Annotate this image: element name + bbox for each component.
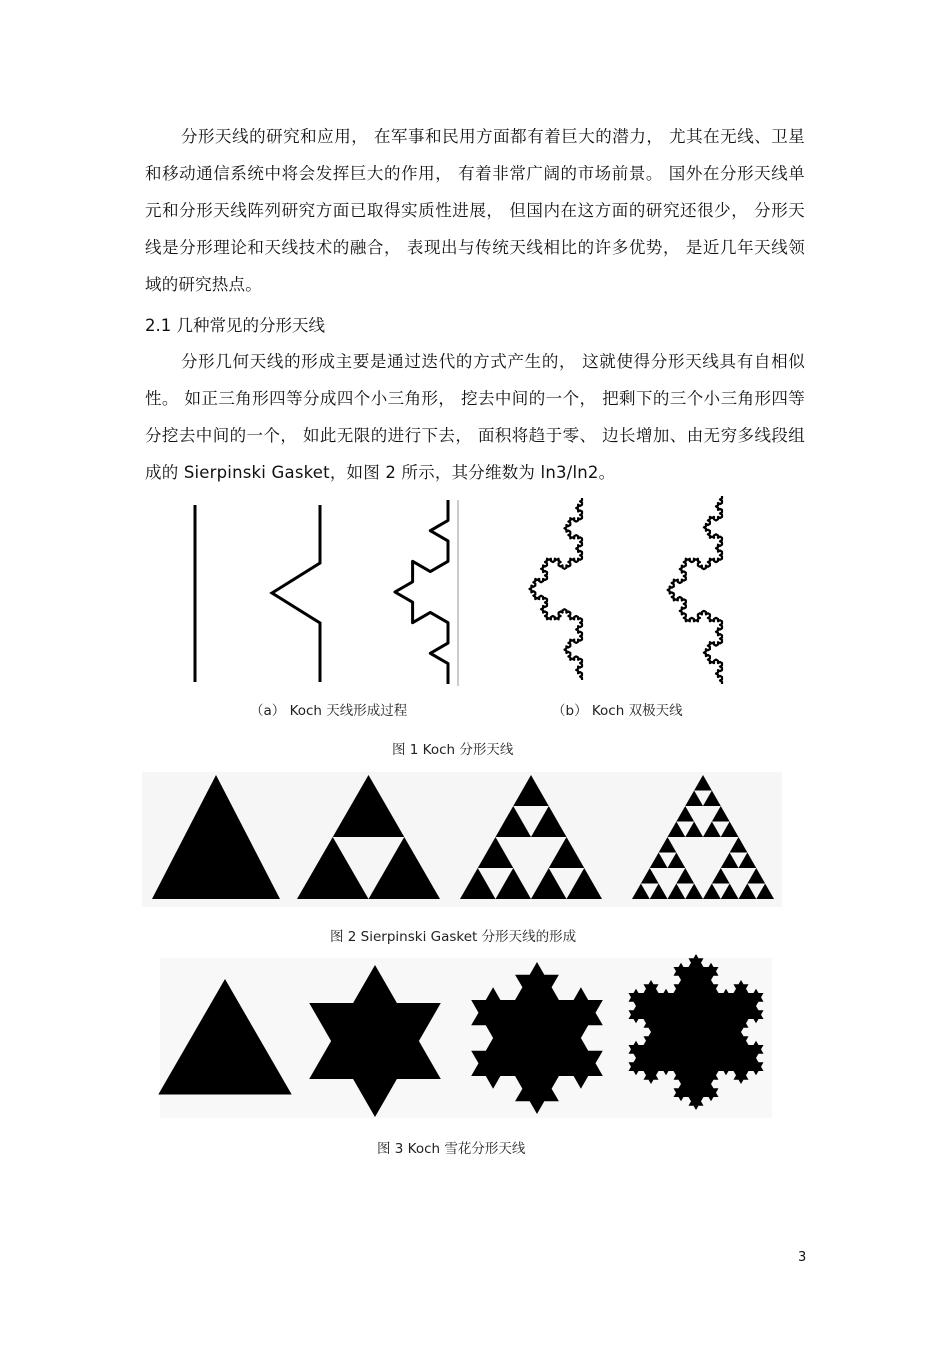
figure1-caption: 图 1 Koch 分形天线 xyxy=(392,742,514,758)
figure1a-caption: （a） Koch 天线形成过程 xyxy=(250,703,408,719)
body-paragraph-1: 分形天线的研究和应用， 在军事和民用方面都有着巨大的潜力， 尤其在无线、卫星和移动通信系统中将会发挥巨大的作用， 有着非常广阔的市场前景。 国外在分形天线单元和分形天线阵列研究方面已取得实质性进展， 但国内在这方面的研究还很少， 分形天线是分形理论和天线技术的融合， 表现出与传统天线相比的许多优势， 是近几年天线领域的研究热点。 xyxy=(145,127,805,294)
body-paragraph-2: 分形几何天线的形成主要是通过迭代的方式产生的， 这就使得分形天线具有自相似性。 如正三角形四等分成四个小三角形， 挖去中间的一个， 把剩下的三个小三角形四等分挖去中间的一个， 如此无限的进行下去， 面积将趋于零、 边长增加、由无穷多线段组成的 Sierpinski Gasket，如图 2 所示，其分维数为 ln3/ln2。 xyxy=(145,352,805,482)
figure3-caption: 图 3 Koch 雪花分形天线 xyxy=(377,1141,526,1157)
page-number: 3 xyxy=(798,1250,807,1265)
koch-iteration-1 xyxy=(272,505,320,682)
figure1b-caption: （b） Koch 双极天线 xyxy=(552,703,683,719)
section-heading: 2.1 几种常见的分形天线 xyxy=(145,316,325,335)
koch-iteration-2 xyxy=(395,500,448,684)
koch-dipole-2 xyxy=(668,496,722,684)
koch-dipole-1 xyxy=(530,498,583,680)
figure2-caption: 图 2 Sierpinski Gasket 分形天线的形成 xyxy=(330,929,577,945)
